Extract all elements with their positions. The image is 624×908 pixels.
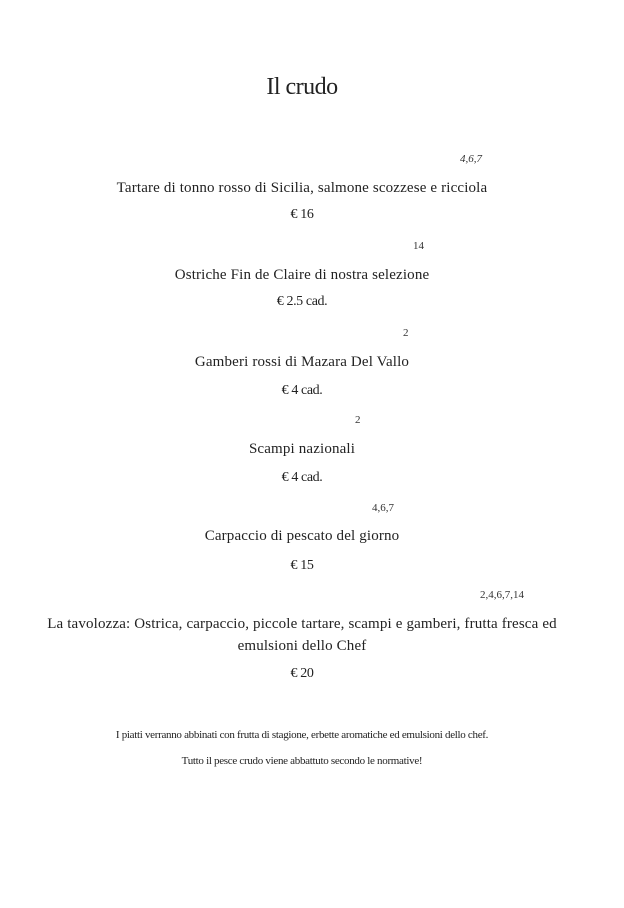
item-allergens: 14	[413, 240, 424, 252]
item-price: € 16	[290, 207, 314, 222]
item-allergens: 4,6,7	[460, 153, 482, 165]
item-allergens: 2	[355, 414, 361, 426]
item-name: Tartare di tonno rosso di Sicilia, salmone scozzese e ricciola	[116, 180, 488, 196]
item-price: € 4 cad.	[281, 470, 323, 485]
item-allergens: 2,4,6,7,14	[480, 589, 524, 601]
item-price: € 2.5 cad.	[276, 294, 328, 309]
item-name: Scampi nazionali	[248, 441, 356, 457]
item-name: Carpaccio di pescato del giorno	[204, 528, 400, 544]
item-price: € 20	[290, 666, 314, 681]
item-name: La tavolozza: Ostrica, carpaccio, piccole tartare, scampi e gamberi, frutta fresca ed emulsioni dello Chef	[47, 616, 557, 654]
footnote: I piatti verranno abbinati con frutta di stagione, erbette aromatiche ed emulsioni dello chef.	[115, 729, 489, 741]
footnote: Tutto il pesce crudo viene abbattuto secondo le normative!	[181, 755, 423, 767]
menu-title: Il crudo	[266, 74, 338, 100]
item-allergens: 2	[403, 327, 409, 339]
item-name: Ostriche Fin de Claire di nostra selezione	[174, 267, 430, 283]
item-name: Gamberi rossi di Mazara Del Vallo	[194, 354, 410, 370]
item-price: € 15	[290, 558, 314, 573]
item-price: € 4 cad.	[281, 383, 323, 398]
item-allergens: 4,6,7	[372, 502, 394, 514]
